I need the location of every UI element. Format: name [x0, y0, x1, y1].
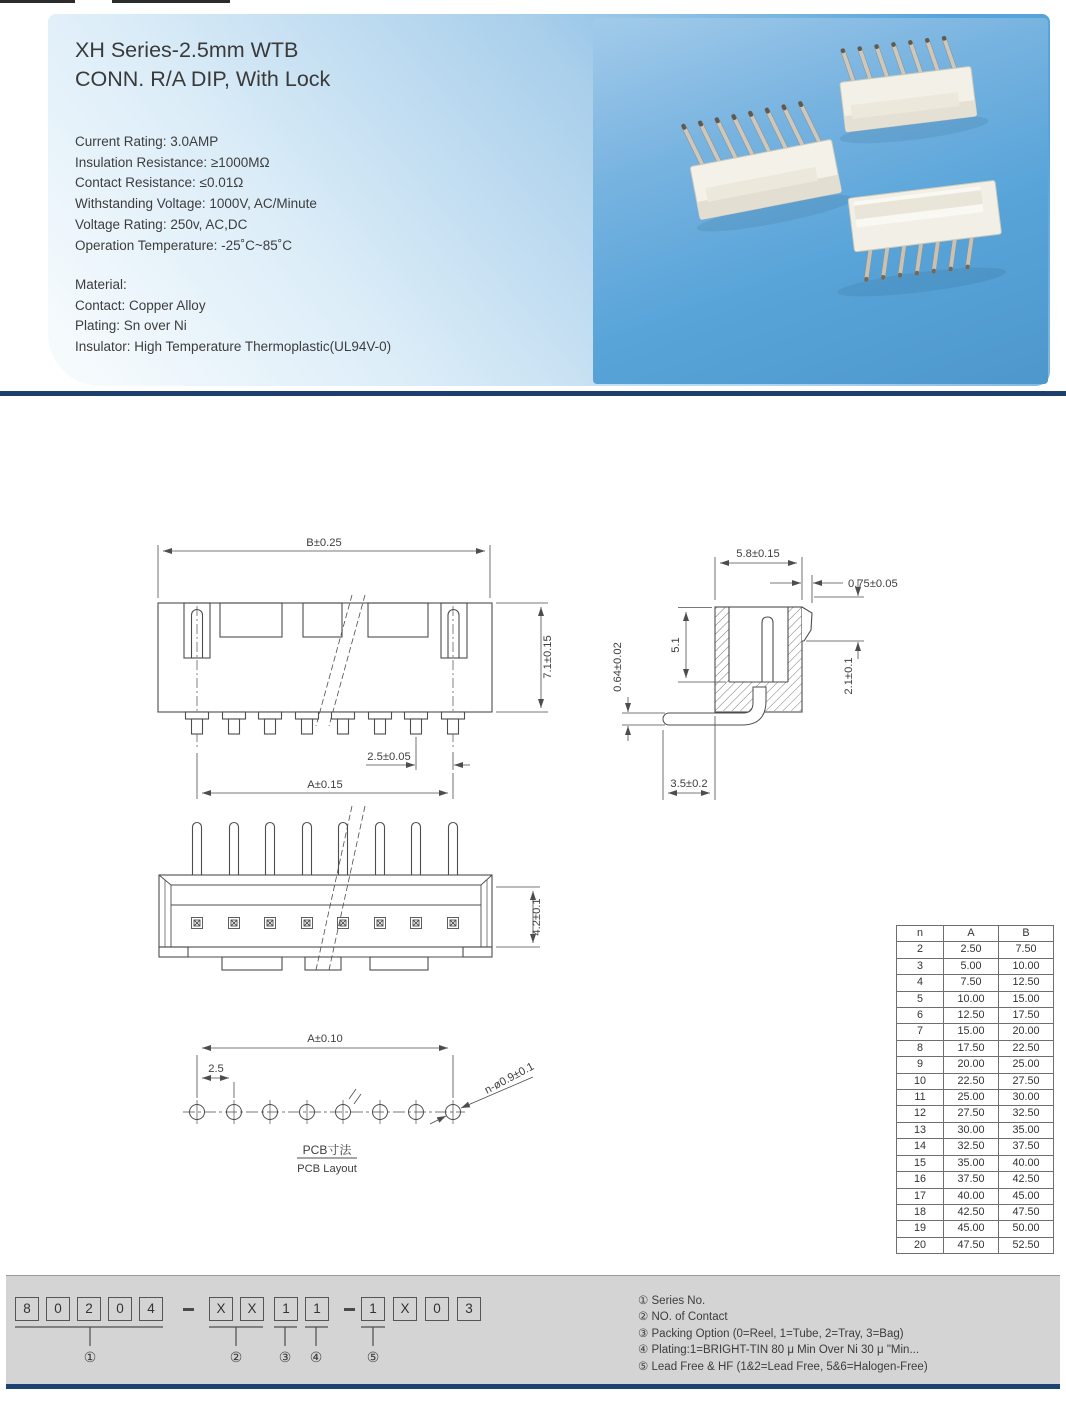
part-number-box: 0: [425, 1297, 449, 1321]
table-row-cell: 15.00: [999, 991, 1054, 1007]
table-row: [897, 1155, 1054, 1171]
table-row: [897, 975, 1054, 991]
table-header-row-cell: A: [944, 926, 999, 942]
dim-label-hole-dia: n-ø0.9±0.1: [482, 1060, 537, 1097]
table-row-cell: 20: [897, 1237, 944, 1253]
dim-label-5-1: 5.1: [670, 637, 682, 653]
group-number-marker: ⑤: [366, 1349, 380, 1365]
table-row: [897, 1237, 1054, 1253]
material-list: [75, 275, 391, 358]
header-panel: [48, 14, 1050, 386]
table-row-cell: 18: [897, 1204, 944, 1220]
table-row-cell: 14: [897, 1139, 944, 1155]
table-row-cell: 30.00: [944, 1122, 999, 1138]
table-row-cell: 32.50: [944, 1139, 999, 1155]
table-row: [897, 1057, 1054, 1073]
table-row-cell: 45.00: [999, 1188, 1054, 1204]
table-row-cell: 2.50: [944, 942, 999, 958]
dim-label-4-2: 4.2±0.1: [531, 898, 543, 936]
table-row-cell: 12: [897, 1106, 944, 1122]
table-header-row-cell: n: [897, 926, 944, 942]
front-view-drawing: [158, 545, 548, 799]
page-edge-mark: [112, 0, 230, 3]
page-title: [75, 36, 330, 94]
legend-line: ③ Packing Option (0=Reel, 1=Tube, 2=Tray, 3=Bag): [638, 1327, 904, 1340]
table-row: [897, 1040, 1054, 1056]
table-row: [897, 1090, 1054, 1106]
title-line-2: CONN. R/A DIP, With Lock: [75, 67, 331, 91]
part-number-box: X: [393, 1297, 417, 1321]
table-header-row-cell: B: [999, 926, 1054, 942]
table-row: [897, 1221, 1054, 1237]
table-row-cell: 3: [897, 958, 944, 974]
spec-line: Current Rating: 3.0AMP: [75, 134, 219, 149]
size-table-grid: [896, 925, 1054, 1254]
part-number-box: 3: [457, 1297, 481, 1321]
ordering-legend: [638, 1293, 928, 1375]
table-row-cell: 40.00: [944, 1188, 999, 1204]
part-number-separator: [344, 1308, 355, 1311]
table-row-cell: 52.50: [999, 1237, 1054, 1253]
part-number-box: 1: [274, 1297, 298, 1321]
size-table: [896, 925, 1054, 1254]
connector-bottom: [826, 180, 1007, 302]
page-edge-mark: [0, 0, 75, 3]
table-row-cell: 9: [897, 1057, 944, 1073]
title-line-1: XH Series-2.5mm WTB: [75, 38, 299, 62]
header-divider-rule: [0, 391, 1066, 396]
dim-label-2-5: 2.5±0.05: [367, 751, 411, 763]
table-row-cell: 10.00: [944, 991, 999, 1007]
table-row-cell: 50.00: [999, 1221, 1054, 1237]
part-number-box: 8: [15, 1297, 39, 1321]
material-line: Plating: Sn over Ni: [75, 318, 187, 334]
table-row: [897, 958, 1054, 974]
table-row-cell: 27.50: [999, 1073, 1054, 1089]
table-row: [897, 942, 1054, 958]
dim-label-pcb-A: A±0.10: [307, 1033, 343, 1045]
dim-label-pcb-2-5: 2.5: [208, 1063, 224, 1075]
part-number-box: 0: [108, 1297, 132, 1321]
connector-photo-illustration: [593, 18, 1048, 384]
dim-label-0-64: 0.64±0.02: [612, 642, 624, 692]
table-row-cell: 42.50: [999, 1172, 1054, 1188]
table-row-cell: 17.50: [944, 1040, 999, 1056]
part-number-box: X: [240, 1297, 264, 1321]
group-number-marker: ②: [229, 1349, 243, 1365]
table-row-cell: 12.50: [999, 975, 1054, 991]
material-line: Insulator: High Temperature Thermoplastic(UL94V-0): [75, 339, 392, 355]
table-row-cell: 45.00: [944, 1221, 999, 1237]
dim-label-B: B±0.25: [306, 537, 342, 549]
table-row-cell: 35.00: [944, 1155, 999, 1171]
table-row-cell: 27.50: [944, 1106, 999, 1122]
table-row-cell: 47.50: [999, 1204, 1054, 1220]
group-number-marker: ④: [309, 1349, 323, 1365]
table-row: [897, 1073, 1054, 1089]
connector-middle: [677, 94, 856, 238]
spec-line: Contact Resistance: ≤0.01Ω: [75, 175, 244, 191]
spec-line: Insulation Resistance: ≥1000MΩ: [75, 154, 270, 170]
legend-line: ① Series No.: [638, 1295, 706, 1307]
table-row-cell: 30.00: [999, 1090, 1054, 1106]
table-row: [897, 1106, 1054, 1122]
part-number-box: 1: [361, 1297, 385, 1321]
table-row-cell: 20.00: [944, 1057, 999, 1073]
table-row-cell: 37.50: [944, 1172, 999, 1188]
table-header-row: [897, 926, 1054, 942]
product-photo: [593, 18, 1048, 384]
table-row-cell: 22.50: [999, 1040, 1054, 1056]
part-number-box: 2: [77, 1297, 101, 1321]
table-row-cell: 5.00: [944, 958, 999, 974]
table-row-cell: 5: [897, 991, 944, 1007]
table-row-cell: 25.00: [944, 1090, 999, 1106]
table-row-cell: 2: [897, 942, 944, 958]
table-row-cell: 17: [897, 1188, 944, 1204]
table-row: [897, 1172, 1054, 1188]
table-row-cell: 40.00: [999, 1155, 1054, 1171]
table-row-cell: 6: [897, 1008, 944, 1024]
table-row: [897, 1008, 1054, 1024]
table-row: [897, 991, 1054, 1007]
table-row-cell: 35.00: [999, 1122, 1054, 1138]
dim-label-A: A±0.15: [307, 779, 343, 791]
part-number-box: 0: [46, 1297, 70, 1321]
table-row-cell: 4: [897, 975, 944, 991]
table-row-cell: 11: [897, 1090, 944, 1106]
table-row-cell: 16: [897, 1172, 944, 1188]
part-number-separator: [183, 1308, 194, 1311]
pcb-caption-cn: PCB寸法: [302, 1143, 352, 1157]
side-view-drawing: [622, 557, 864, 800]
spec-line: Withstanding Voltage: 1000V, AC/Minute: [75, 196, 317, 212]
table-row-cell: 8: [897, 1040, 944, 1056]
table-row-cell: 15: [897, 1155, 944, 1171]
dim-label-5-8: 5.8±0.15: [736, 548, 780, 560]
spec-list: [75, 132, 317, 256]
legend-line: ⑤ Lead Free & HF (1&2=Lead Free, 5&6=Halogen-Free): [638, 1360, 928, 1373]
group-number-marker: ③: [278, 1349, 292, 1365]
part-number-box: 1: [305, 1297, 329, 1321]
contact-symbols: [192, 918, 459, 929]
bottom-rule: [6, 1384, 1060, 1389]
dim-label-3-5: 3.5±0.2: [670, 778, 708, 790]
pcb-layout-drawing: [183, 1048, 533, 1158]
table-row-cell: 32.50: [999, 1106, 1054, 1122]
table-row-cell: 37.50: [999, 1139, 1054, 1155]
table-row-cell: 17.50: [999, 1008, 1054, 1024]
dim-label-0-75: 0.75±0.05: [848, 578, 898, 590]
spec-line: Voltage Rating: 250v, AC,DC: [75, 216, 248, 232]
table-row-cell: 7: [897, 1024, 944, 1040]
table-row-cell: 13: [897, 1122, 944, 1138]
front-view-pins: [186, 712, 465, 734]
table-row-cell: 7.50: [999, 942, 1054, 958]
table-row: [897, 1122, 1054, 1138]
table-row-cell: 22.50: [944, 1073, 999, 1089]
part-number-box: X: [209, 1297, 233, 1321]
top-view-drawing: [159, 806, 540, 970]
group-number-marker: ①: [83, 1349, 97, 1365]
table-row-cell: 19: [897, 1221, 944, 1237]
spec-line: Operation Temperature: -25˚C~85˚C: [75, 237, 292, 253]
table-row-cell: 15.00: [944, 1024, 999, 1040]
table-row-cell: 7.50: [944, 975, 999, 991]
table-row-cell: 12.50: [944, 1008, 999, 1024]
table-row: [897, 1024, 1054, 1040]
table-row: [897, 1139, 1054, 1155]
table-row: [897, 1188, 1054, 1204]
table-row-cell: 20.00: [999, 1024, 1054, 1040]
material-line: Contact: Copper Alloy: [75, 297, 206, 313]
material-line: Material:: [75, 277, 127, 292]
table-row-cell: 10.00: [999, 958, 1054, 974]
table-row-cell: 42.50: [944, 1204, 999, 1220]
legend-line: ② NO. of Contact: [638, 1311, 728, 1324]
table-row-cell: 10: [897, 1073, 944, 1089]
legend-line: ④ Plating:1=BRIGHT-TIN 80 μ Min Over Ni 30 μ "Min...: [638, 1344, 920, 1357]
connector-top: [829, 32, 990, 149]
table-row: [897, 1204, 1054, 1220]
table-row-cell: 25.00: [999, 1057, 1054, 1073]
part-number-box: 4: [139, 1297, 163, 1321]
dim-label-2-1: 2.1±0.1: [843, 657, 855, 695]
pcb-caption-en: PCB Layout: [297, 1163, 357, 1175]
dim-label-7-1: 7.1±0.15: [542, 635, 554, 679]
table-row-cell: 47.50: [944, 1237, 999, 1253]
